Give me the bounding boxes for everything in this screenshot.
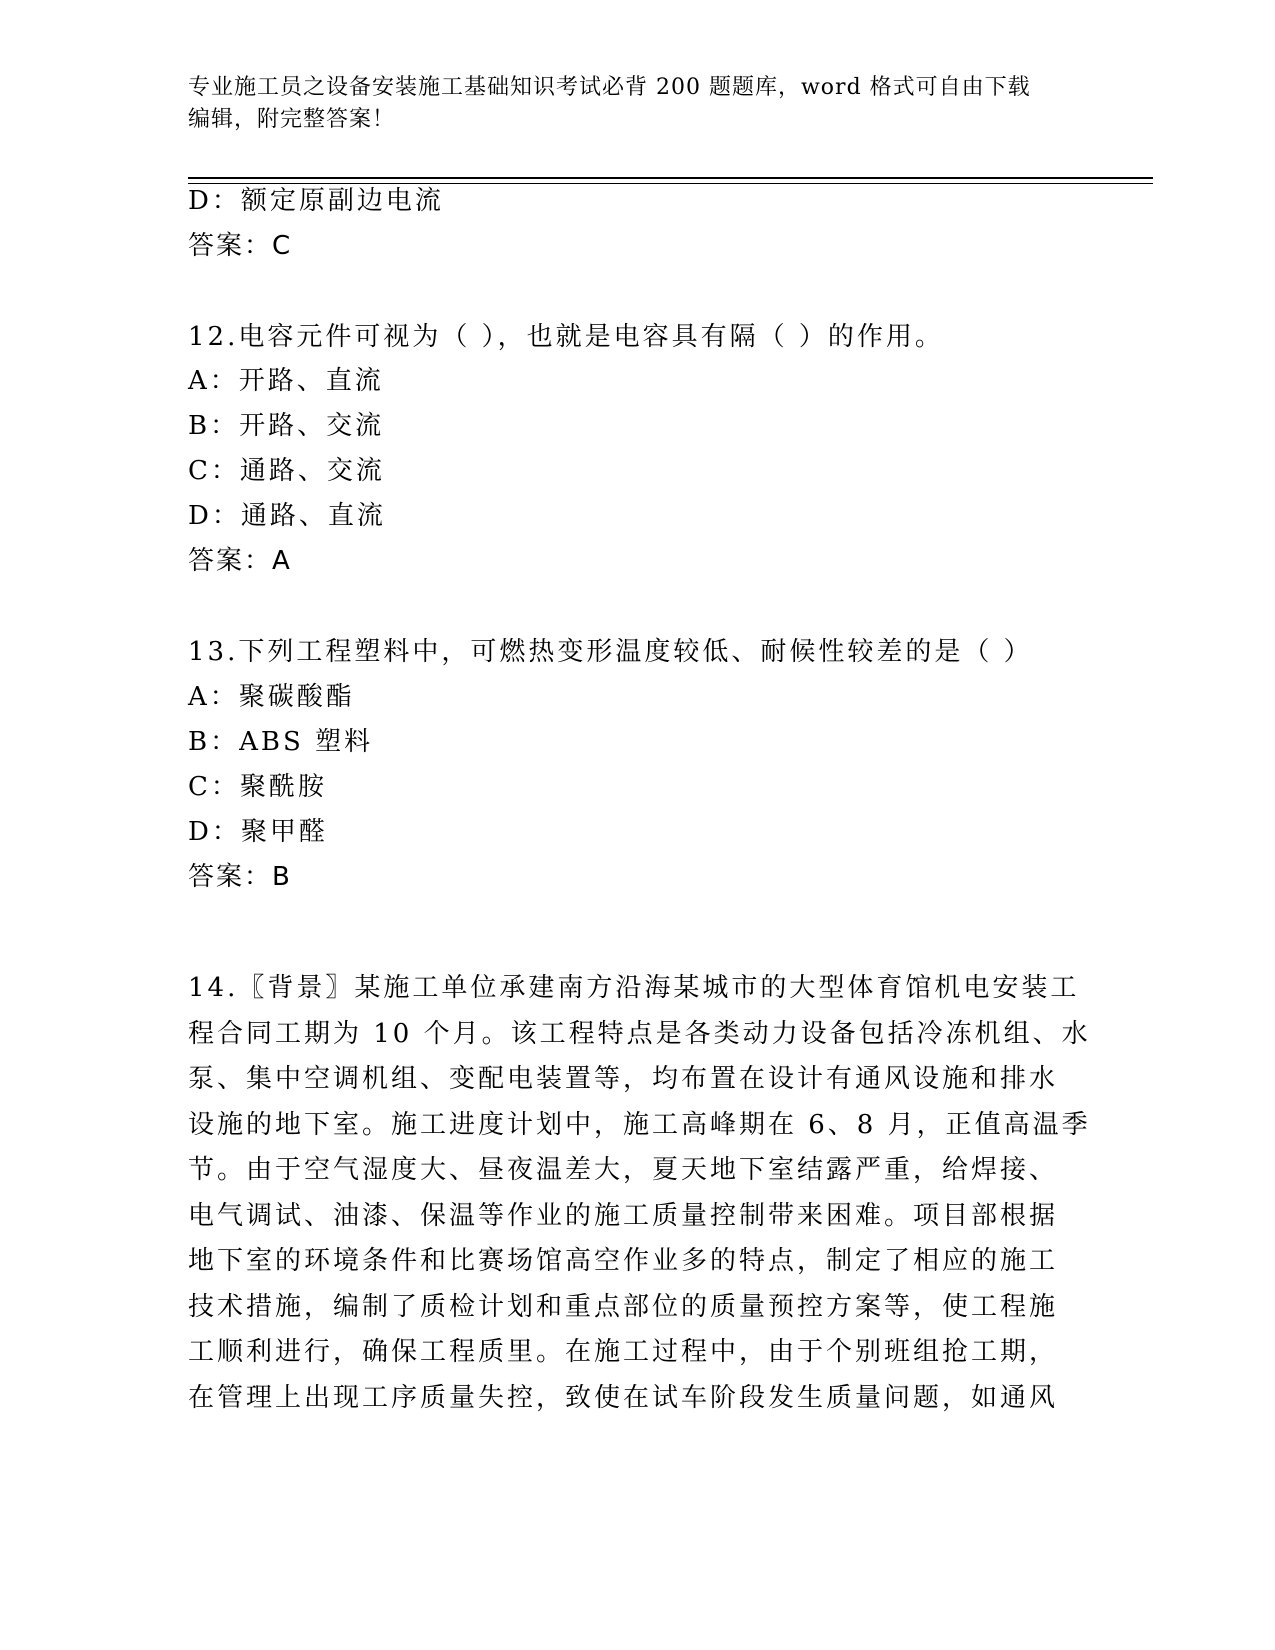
q13-option-c: C：聚酰胺 (188, 772, 327, 802)
header-title-line-1: 专业施工员之设备安装施工基础知识考试必背 200 题题库，word 格式可自由下载 (188, 75, 1031, 100)
q14-line: 程合同工期为 10 个月。该工程特点是各类动力设备包括冷冻机组、水 (188, 1018, 1091, 1049)
q14-line: 工顺利进行，确保工程质里。在施工过程中，由于个别班组抢工期， (188, 1337, 1059, 1367)
document-header (188, 72, 1068, 136)
q13-option-b: B：ABS 塑料 (188, 727, 374, 757)
q12-option-a: A：开路、直流 (188, 366, 384, 396)
q14-line: 设施的地下室。施工进度计划中，施工高峰期在 6、8 月，正值高温季 (188, 1109, 1091, 1140)
q14-line: 泵、集中空调机组、变配电装置等，均布置在设计有通风设施和排水 (188, 1064, 1059, 1094)
q14-line: 电气调试、油漆、保温等作业的施工质量控制带来困难。项目部根据 (188, 1200, 1059, 1231)
header-title-line-2: 编辑，附完整答案！ (188, 107, 396, 132)
q14-line: 在管理上出现工序质量失控，致使在试车阶段发生质量问题，如通风 (188, 1382, 1059, 1413)
q13-option-d: D：聚甲醛 (188, 817, 328, 847)
header-divider-thick (188, 177, 1153, 179)
q14-line: 节。由于空气湿度大、昼夜温差大，夏天地下室结露严重，给焊接、 (188, 1155, 1059, 1185)
q11-answer: 答案：C (188, 231, 293, 261)
q14-line: 14.〖背景〗某施工单位承建南方沿海某城市的大型体育馆机电安装工 (188, 973, 1080, 1003)
q14-paragraph (188, 966, 1091, 1421)
q12-option-b: B：开路、交流 (188, 411, 385, 441)
q12-question: 12.电容元件可视为（ ），也就是电容具有隔（ ）的作用。 (188, 322, 944, 352)
q11-option-d: D：额定原副边电流 (188, 186, 444, 216)
q12-option-c: C：通路、交流 (188, 456, 385, 486)
q14-line: 地下室的环境条件和比赛场馆高空作业多的特点，制定了相应的施工 (188, 1246, 1059, 1276)
q12-answer: 答案：A (188, 546, 292, 576)
q12-option-d: D：通路、直流 (188, 501, 386, 531)
q13-question: 13.下列工程塑料中，可燃热变形温度较低、耐候性较差的是（ ） (188, 637, 1033, 667)
q13-option-a: A：聚碳酸酯 (188, 682, 355, 712)
q14-line: 技术措施，编制了质检计划和重点部位的质量预控方案等，使工程施 (188, 1291, 1059, 1322)
q13-answer: 答案：B (188, 862, 292, 892)
